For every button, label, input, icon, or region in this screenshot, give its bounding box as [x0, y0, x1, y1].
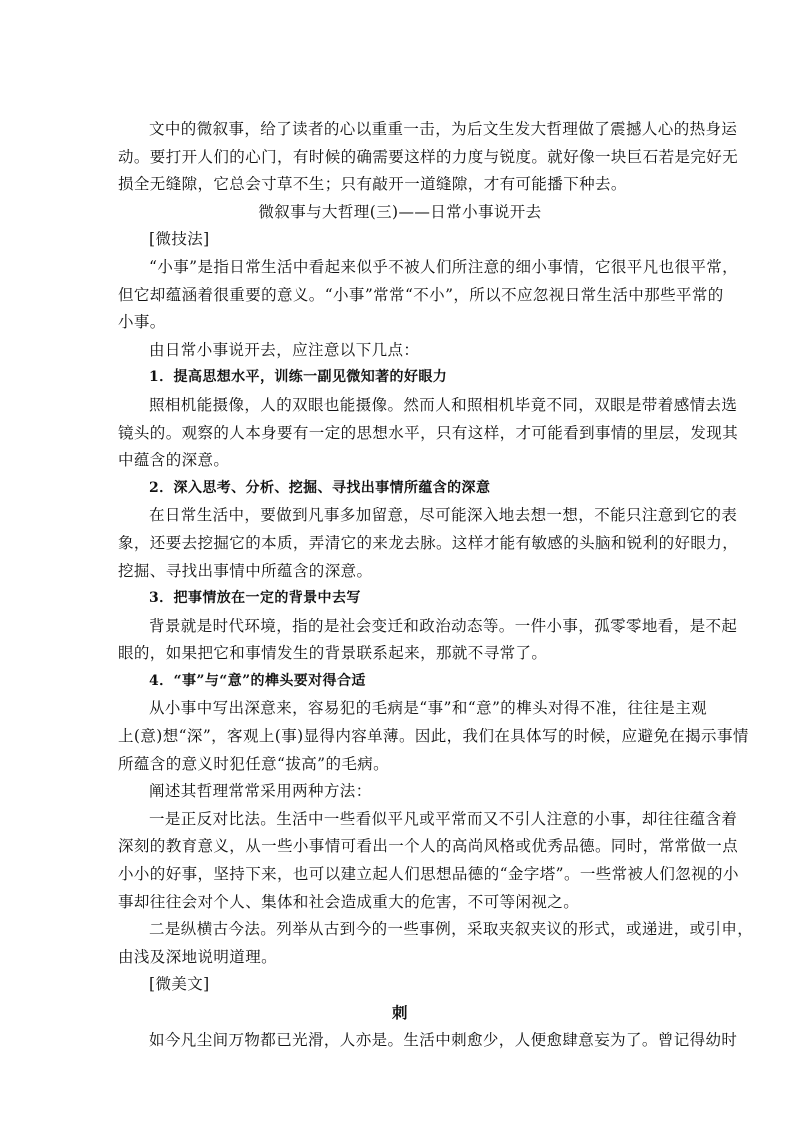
paragraph-line: 所蕴含的意义时犯任意“拔高”的毛病。: [118, 754, 390, 773]
section-label: [微技法]: [149, 230, 210, 249]
section-label: [微美文]: [149, 975, 210, 994]
paragraph-line: 文中的微叙事，给了读者的心以重重一击，为后文生发大哲理做了震撼人心的热身运: [149, 120, 738, 138]
essay-title: 刺: [392, 1003, 408, 1022]
paragraph-line: 事却往往会对个人、集体和社会造成重大的危害，不可等闲视之。: [118, 892, 580, 911]
paragraph-line: 背景就是时代环境，指的是社会变迁和政治动态等。一件小事，孤零零地看，是不起: [149, 616, 738, 635]
list-heading: 2．深入思考、分析、挖掘、寻找出事情所蕴含的深意: [149, 479, 491, 496]
paragraph-line: 照相机能摄像，人的双眼也能摄像。然而人和照相机毕竟不同，双眼是带着感情去选: [149, 395, 738, 414]
paragraph-line: 深刻的教育意义，从一些小事情可看出一个人的高尚风格或优秀品德。同时，常常做一点: [118, 837, 739, 856]
paragraph-line: 如今凡尘间万物都已光滑，人亦是。生活中刺愈少，人便愈肆意妄为了。曾记得幼时: [149, 1030, 738, 1049]
paragraph-line: “小事”是指日常生活中看起来似乎不被人们所注意的细小事情，它很平凡也很平常，: [149, 257, 739, 276]
paragraph-line: 上(意)想“深”，客观上(事)显得内容单薄。因此，我们在具体写的时候，应避免在揭示事情: [118, 727, 749, 746]
paragraph-line: 损全无缝隙，它总会寸草不生；只有敲开一道缝隙，才有可能播下种去。: [118, 175, 627, 194]
paragraph-line: 镜头的。观察的人本身要有一定的思想水平，只有这样，才可能看到事情的里层，发现其: [118, 423, 739, 442]
paragraph-line: 眼的，如果把它和事情发生的背景联系起来，那就不寻常了。: [118, 644, 548, 663]
paragraph-line: 从小事中写出深意来，容易犯的毛病是“事”和“意”的榫头对得不准，往往是主观: [149, 699, 707, 718]
paragraph-line: 小事。: [118, 313, 166, 332]
list-heading: 4．“事”与“意”的榫头要对得合适: [149, 672, 366, 689]
paragraph-line: 象，还要去挖掘它的本质，弄清它的来龙去脉。这样才能有敏感的头脑和锐利的好眼力，: [118, 533, 739, 552]
paragraph-line: 阐述其哲理常常采用两种方法：: [149, 782, 372, 801]
paragraph-line: 动。要打开人们的心门，有时候的确需要这样的力度与锐度。就好像一块巨石若是完好无: [118, 147, 739, 166]
paragraph-line: 在日常生活中，要做到凡事多加留意，尽可能深入地去想一想，不能只注意到它的表: [149, 506, 738, 525]
paragraph-line: 一是正反对比法。生活中一些看似平凡或平常而又不引人注意的小事，却往往蕴含着: [149, 809, 738, 828]
list-heading: 1．提高思想水平，训练一副见微知著的好眼力: [149, 369, 448, 386]
paragraph-line: 但它却蕴涵着很重要的意义。“小事”常常“不小”，所以不应忽视日常生活中那些平常的: [118, 285, 724, 304]
paragraph-line: 挖掘、寻找出事情中所蕴含的深意。: [118, 561, 373, 580]
paragraph-line: 小小的好事，坚持下来，也可以建立起人们思想品德的“金字塔”。一些常被人们忽视的小: [118, 865, 739, 884]
paragraph-line: 由日常小事说开去，应注意以下几点：: [149, 340, 420, 359]
paragraph-line: 由浅及深地说明道理。: [118, 947, 278, 966]
list-heading: 3．把事情放在一定的背景中去写: [149, 590, 361, 607]
paragraph-line: 中蕴含的深意。: [118, 451, 230, 470]
section-title: 微叙事与大哲理(三)——日常小事说开去: [258, 202, 542, 221]
paragraph-line: 二是纵横古今法。列举从古到今的一些事例，采取夹叙夹议的形式，或递进，或引申，: [149, 920, 754, 939]
